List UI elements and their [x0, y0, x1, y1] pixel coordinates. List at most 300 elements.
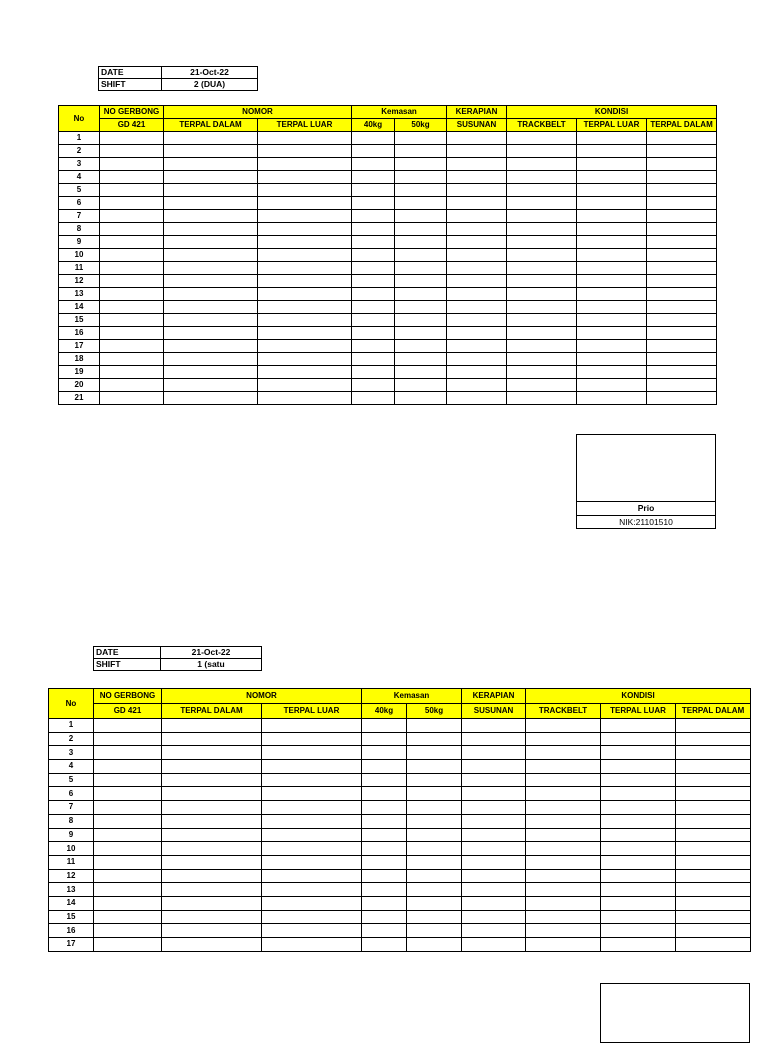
table-cell[interactable] [647, 275, 717, 288]
table-cell[interactable] [526, 746, 601, 760]
table-cell[interactable] [164, 197, 258, 210]
table-cell[interactable] [262, 787, 362, 801]
table-cell[interactable] [577, 197, 647, 210]
table-cell[interactable] [526, 842, 601, 856]
table-cell[interactable] [164, 171, 258, 184]
table-cell[interactable] [258, 301, 352, 314]
table-cell[interactable] [462, 801, 526, 815]
table-cell[interactable] [162, 842, 262, 856]
table-cell[interactable] [447, 353, 507, 366]
table-cell[interactable] [447, 184, 507, 197]
table-cell[interactable] [462, 814, 526, 828]
table-cell[interactable] [676, 760, 751, 774]
table-cell[interactable] [676, 828, 751, 842]
table-cell[interactable] [647, 314, 717, 327]
table-cell[interactable] [462, 746, 526, 760]
table-cell[interactable] [100, 366, 164, 379]
table-cell[interactable] [407, 869, 462, 883]
table-cell[interactable] [507, 210, 577, 223]
table-cell[interactable] [100, 184, 164, 197]
table-cell[interactable] [258, 288, 352, 301]
table-cell[interactable] [352, 275, 395, 288]
table-cell[interactable] [395, 223, 447, 236]
table-cell[interactable] [577, 275, 647, 288]
table-cell[interactable] [447, 366, 507, 379]
table-cell[interactable] [100, 132, 164, 145]
table-cell[interactable] [395, 210, 447, 223]
table-cell[interactable] [258, 236, 352, 249]
table-cell[interactable] [395, 171, 447, 184]
table-cell[interactable] [647, 236, 717, 249]
table-cell[interactable] [676, 883, 751, 897]
table-cell[interactable] [577, 327, 647, 340]
table-cell[interactable] [164, 379, 258, 392]
table-cell[interactable] [647, 210, 717, 223]
table-cell[interactable] [162, 869, 262, 883]
table-cell[interactable] [362, 828, 407, 842]
table-cell[interactable] [647, 262, 717, 275]
table-cell[interactable] [526, 869, 601, 883]
table-cell[interactable] [601, 896, 676, 910]
table-cell[interactable] [395, 236, 447, 249]
table-cell[interactable] [447, 145, 507, 158]
table-cell[interactable] [462, 938, 526, 952]
table-cell[interactable] [577, 184, 647, 197]
table-cell[interactable] [162, 896, 262, 910]
table-cell[interactable] [577, 223, 647, 236]
table-cell[interactable] [676, 938, 751, 952]
table-cell[interactable] [352, 340, 395, 353]
table-cell[interactable] [100, 262, 164, 275]
table-cell[interactable] [162, 855, 262, 869]
table-cell[interactable] [462, 910, 526, 924]
table-cell[interactable] [352, 236, 395, 249]
table-cell[interactable] [526, 801, 601, 815]
table-cell[interactable] [164, 340, 258, 353]
table-cell[interactable] [462, 883, 526, 897]
table-cell[interactable] [507, 288, 577, 301]
table-cell[interactable] [647, 197, 717, 210]
table-cell[interactable] [395, 262, 447, 275]
table-cell[interactable] [352, 327, 395, 340]
table-cell[interactable] [601, 883, 676, 897]
table-cell[interactable] [258, 353, 352, 366]
table-cell[interactable] [462, 869, 526, 883]
table-cell[interactable] [162, 801, 262, 815]
table-cell[interactable] [462, 732, 526, 746]
table-cell[interactable] [676, 787, 751, 801]
table-cell[interactable] [352, 184, 395, 197]
table-cell[interactable] [162, 732, 262, 746]
table-cell[interactable] [447, 275, 507, 288]
table-cell[interactable] [407, 814, 462, 828]
table-cell[interactable] [676, 924, 751, 938]
table-cell[interactable] [395, 353, 447, 366]
table-cell[interactable] [100, 197, 164, 210]
table-cell[interactable] [526, 883, 601, 897]
table-cell[interactable] [164, 184, 258, 197]
table-cell[interactable] [647, 327, 717, 340]
table-cell[interactable] [447, 301, 507, 314]
table-cell[interactable] [407, 828, 462, 842]
table-cell[interactable] [507, 132, 577, 145]
table-cell[interactable] [407, 924, 462, 938]
table-cell[interactable] [395, 314, 447, 327]
table-cell[interactable] [462, 924, 526, 938]
table-cell[interactable] [162, 773, 262, 787]
table-cell[interactable] [601, 842, 676, 856]
table-cell[interactable] [162, 719, 262, 733]
table-cell[interactable] [258, 132, 352, 145]
table-cell[interactable] [676, 910, 751, 924]
table-cell[interactable] [100, 223, 164, 236]
table-cell[interactable] [507, 275, 577, 288]
table-cell[interactable] [162, 924, 262, 938]
table-cell[interactable] [94, 924, 162, 938]
table-cell[interactable] [164, 301, 258, 314]
table-cell[interactable] [577, 392, 647, 405]
table-cell[interactable] [258, 184, 352, 197]
table-cell[interactable] [407, 719, 462, 733]
table-cell[interactable] [647, 223, 717, 236]
table-cell[interactable] [362, 842, 407, 856]
table-cell[interactable] [258, 223, 352, 236]
table-cell[interactable] [100, 275, 164, 288]
table-cell[interactable] [601, 787, 676, 801]
table-cell[interactable] [577, 288, 647, 301]
table-cell[interactable] [94, 760, 162, 774]
table-cell[interactable] [577, 145, 647, 158]
table-cell[interactable] [447, 340, 507, 353]
table-cell[interactable] [362, 760, 407, 774]
table-cell[interactable] [262, 719, 362, 733]
table-cell[interactable] [447, 379, 507, 392]
table-cell[interactable] [352, 145, 395, 158]
table-cell[interactable] [647, 158, 717, 171]
table-cell[interactable] [362, 787, 407, 801]
table-cell[interactable] [447, 171, 507, 184]
table-cell[interactable] [407, 760, 462, 774]
table-cell[interactable] [507, 379, 577, 392]
table-cell[interactable] [262, 938, 362, 952]
table-cell[interactable] [601, 828, 676, 842]
table-cell[interactable] [164, 314, 258, 327]
table-cell[interactable] [164, 353, 258, 366]
table-cell[interactable] [94, 719, 162, 733]
table-cell[interactable] [94, 746, 162, 760]
table-cell[interactable] [94, 910, 162, 924]
table-cell[interactable] [258, 314, 352, 327]
table-cell[interactable] [407, 746, 462, 760]
table-cell[interactable] [462, 773, 526, 787]
table-cell[interactable] [162, 910, 262, 924]
table-cell[interactable] [407, 773, 462, 787]
table-cell[interactable] [577, 171, 647, 184]
table-cell[interactable] [262, 869, 362, 883]
table-cell[interactable] [262, 773, 362, 787]
table-cell[interactable] [526, 814, 601, 828]
table-cell[interactable] [100, 249, 164, 262]
table-cell[interactable] [507, 249, 577, 262]
table-cell[interactable] [262, 814, 362, 828]
table-cell[interactable] [577, 158, 647, 171]
table-cell[interactable] [507, 353, 577, 366]
table-cell[interactable] [577, 366, 647, 379]
table-cell[interactable] [577, 249, 647, 262]
table-cell[interactable] [526, 910, 601, 924]
table-cell[interactable] [100, 379, 164, 392]
table-cell[interactable] [601, 732, 676, 746]
table-cell[interactable] [507, 236, 577, 249]
table-cell[interactable] [352, 353, 395, 366]
table-cell[interactable] [601, 773, 676, 787]
table-cell[interactable] [164, 145, 258, 158]
table-cell[interactable] [352, 197, 395, 210]
table-cell[interactable] [647, 171, 717, 184]
table-cell[interactable] [526, 787, 601, 801]
table-cell[interactable] [100, 210, 164, 223]
table-cell[interactable] [577, 379, 647, 392]
table-cell[interactable] [647, 301, 717, 314]
table-cell[interactable] [262, 828, 362, 842]
table-cell[interactable] [676, 719, 751, 733]
table-cell[interactable] [577, 236, 647, 249]
table-cell[interactable] [94, 855, 162, 869]
table-cell[interactable] [601, 924, 676, 938]
table-cell[interactable] [258, 340, 352, 353]
table-cell[interactable] [164, 366, 258, 379]
table-cell[interactable] [676, 869, 751, 883]
table-cell[interactable] [262, 801, 362, 815]
table-cell[interactable] [362, 924, 407, 938]
table-cell[interactable] [395, 158, 447, 171]
table-cell[interactable] [352, 210, 395, 223]
table-cell[interactable] [258, 275, 352, 288]
table-cell[interactable] [395, 366, 447, 379]
table-cell[interactable] [100, 327, 164, 340]
table-cell[interactable] [676, 814, 751, 828]
table-cell[interactable] [601, 855, 676, 869]
table-cell[interactable] [577, 340, 647, 353]
table-cell[interactable] [507, 184, 577, 197]
table-cell[interactable] [100, 301, 164, 314]
table-cell[interactable] [647, 366, 717, 379]
table-cell[interactable] [507, 158, 577, 171]
table-cell[interactable] [258, 327, 352, 340]
table-cell[interactable] [676, 801, 751, 815]
table-cell[interactable] [647, 379, 717, 392]
table-cell[interactable] [362, 938, 407, 952]
table-cell[interactable] [577, 132, 647, 145]
table-cell[interactable] [676, 773, 751, 787]
table-cell[interactable] [395, 145, 447, 158]
table-cell[interactable] [601, 938, 676, 952]
table-cell[interactable] [352, 379, 395, 392]
table-cell[interactable] [352, 314, 395, 327]
table-cell[interactable] [94, 801, 162, 815]
table-cell[interactable] [647, 132, 717, 145]
table-cell[interactable] [526, 828, 601, 842]
table-cell[interactable] [647, 145, 717, 158]
table-cell[interactable] [507, 366, 577, 379]
table-cell[interactable] [647, 353, 717, 366]
table-cell[interactable] [100, 158, 164, 171]
table-cell[interactable] [362, 883, 407, 897]
table-cell[interactable] [100, 145, 164, 158]
table-cell[interactable] [362, 746, 407, 760]
table-cell[interactable] [647, 288, 717, 301]
table-cell[interactable] [601, 760, 676, 774]
table-cell[interactable] [507, 262, 577, 275]
table-cell[interactable] [601, 814, 676, 828]
table-cell[interactable] [262, 910, 362, 924]
table-cell[interactable] [362, 801, 407, 815]
table-cell[interactable] [462, 828, 526, 842]
table-cell[interactable] [262, 732, 362, 746]
table-cell[interactable] [447, 132, 507, 145]
table-cell[interactable] [447, 262, 507, 275]
table-cell[interactable] [164, 392, 258, 405]
table-cell[interactable] [94, 732, 162, 746]
table-cell[interactable] [352, 288, 395, 301]
table-cell[interactable] [676, 896, 751, 910]
table-cell[interactable] [362, 814, 407, 828]
table-cell[interactable] [162, 760, 262, 774]
table-cell[interactable] [676, 855, 751, 869]
table-cell[interactable] [601, 801, 676, 815]
table-cell[interactable] [352, 392, 395, 405]
table-cell[interactable] [447, 236, 507, 249]
table-cell[interactable] [362, 719, 407, 733]
table-cell[interactable] [362, 910, 407, 924]
table-cell[interactable] [258, 249, 352, 262]
table-cell[interactable] [447, 197, 507, 210]
table-cell[interactable] [94, 869, 162, 883]
table-cell[interactable] [352, 301, 395, 314]
table-cell[interactable] [577, 262, 647, 275]
table-cell[interactable] [407, 787, 462, 801]
table-cell[interactable] [258, 210, 352, 223]
table-cell[interactable] [447, 223, 507, 236]
table-cell[interactable] [395, 184, 447, 197]
table-cell[interactable] [601, 746, 676, 760]
table-cell[interactable] [447, 327, 507, 340]
table-cell[interactable] [526, 855, 601, 869]
table-cell[interactable] [395, 132, 447, 145]
table-cell[interactable] [262, 842, 362, 856]
table-cell[interactable] [164, 275, 258, 288]
table-cell[interactable] [462, 760, 526, 774]
table-cell[interactable] [507, 145, 577, 158]
table-cell[interactable] [577, 210, 647, 223]
table-cell[interactable] [258, 171, 352, 184]
table-cell[interactable] [262, 855, 362, 869]
table-cell[interactable] [100, 288, 164, 301]
table-cell[interactable] [407, 938, 462, 952]
table-cell[interactable] [395, 288, 447, 301]
table-cell[interactable] [100, 236, 164, 249]
table-cell[interactable] [462, 855, 526, 869]
table-cell[interactable] [507, 301, 577, 314]
table-cell[interactable] [362, 732, 407, 746]
table-cell[interactable] [164, 327, 258, 340]
table-cell[interactable] [462, 842, 526, 856]
table-cell[interactable] [164, 236, 258, 249]
table-cell[interactable] [676, 842, 751, 856]
table-cell[interactable] [94, 773, 162, 787]
table-cell[interactable] [462, 896, 526, 910]
table-cell[interactable] [577, 353, 647, 366]
table-cell[interactable] [258, 379, 352, 392]
table-cell[interactable] [647, 340, 717, 353]
table-cell[interactable] [507, 327, 577, 340]
table-cell[interactable] [577, 301, 647, 314]
table-cell[interactable] [94, 842, 162, 856]
table-cell[interactable] [94, 883, 162, 897]
table-cell[interactable] [94, 787, 162, 801]
table-cell[interactable] [395, 301, 447, 314]
table-cell[interactable] [258, 392, 352, 405]
table-cell[interactable] [507, 340, 577, 353]
table-cell[interactable] [526, 760, 601, 774]
table-cell[interactable] [162, 828, 262, 842]
table-cell[interactable] [647, 392, 717, 405]
table-cell[interactable] [162, 787, 262, 801]
table-cell[interactable] [164, 223, 258, 236]
table-cell[interactable] [395, 340, 447, 353]
table-cell[interactable] [100, 171, 164, 184]
table-cell[interactable] [395, 392, 447, 405]
table-cell[interactable] [647, 249, 717, 262]
table-cell[interactable] [462, 787, 526, 801]
table-cell[interactable] [447, 210, 507, 223]
table-cell[interactable] [507, 171, 577, 184]
table-cell[interactable] [395, 249, 447, 262]
table-cell[interactable] [162, 938, 262, 952]
table-cell[interactable] [262, 746, 362, 760]
table-cell[interactable] [262, 883, 362, 897]
table-cell[interactable] [526, 924, 601, 938]
table-cell[interactable] [507, 392, 577, 405]
table-cell[interactable] [395, 197, 447, 210]
table-cell[interactable] [362, 773, 407, 787]
table-cell[interactable] [407, 883, 462, 897]
table-cell[interactable] [577, 314, 647, 327]
table-cell[interactable] [601, 910, 676, 924]
table-cell[interactable] [676, 732, 751, 746]
table-cell[interactable] [362, 869, 407, 883]
table-cell[interactable] [526, 719, 601, 733]
table-cell[interactable] [395, 327, 447, 340]
table-cell[interactable] [447, 288, 507, 301]
table-cell[interactable] [162, 814, 262, 828]
table-cell[interactable] [94, 814, 162, 828]
table-cell[interactable] [407, 855, 462, 869]
table-cell[interactable] [526, 938, 601, 952]
table-cell[interactable] [258, 366, 352, 379]
table-cell[interactable] [94, 828, 162, 842]
table-cell[interactable] [395, 275, 447, 288]
table-cell[interactable] [352, 171, 395, 184]
table-cell[interactable] [352, 262, 395, 275]
table-cell[interactable] [676, 746, 751, 760]
table-cell[interactable] [352, 132, 395, 145]
table-cell[interactable] [407, 732, 462, 746]
table-cell[interactable] [94, 896, 162, 910]
table-cell[interactable] [352, 158, 395, 171]
table-cell[interactable] [601, 869, 676, 883]
table-cell[interactable] [526, 773, 601, 787]
